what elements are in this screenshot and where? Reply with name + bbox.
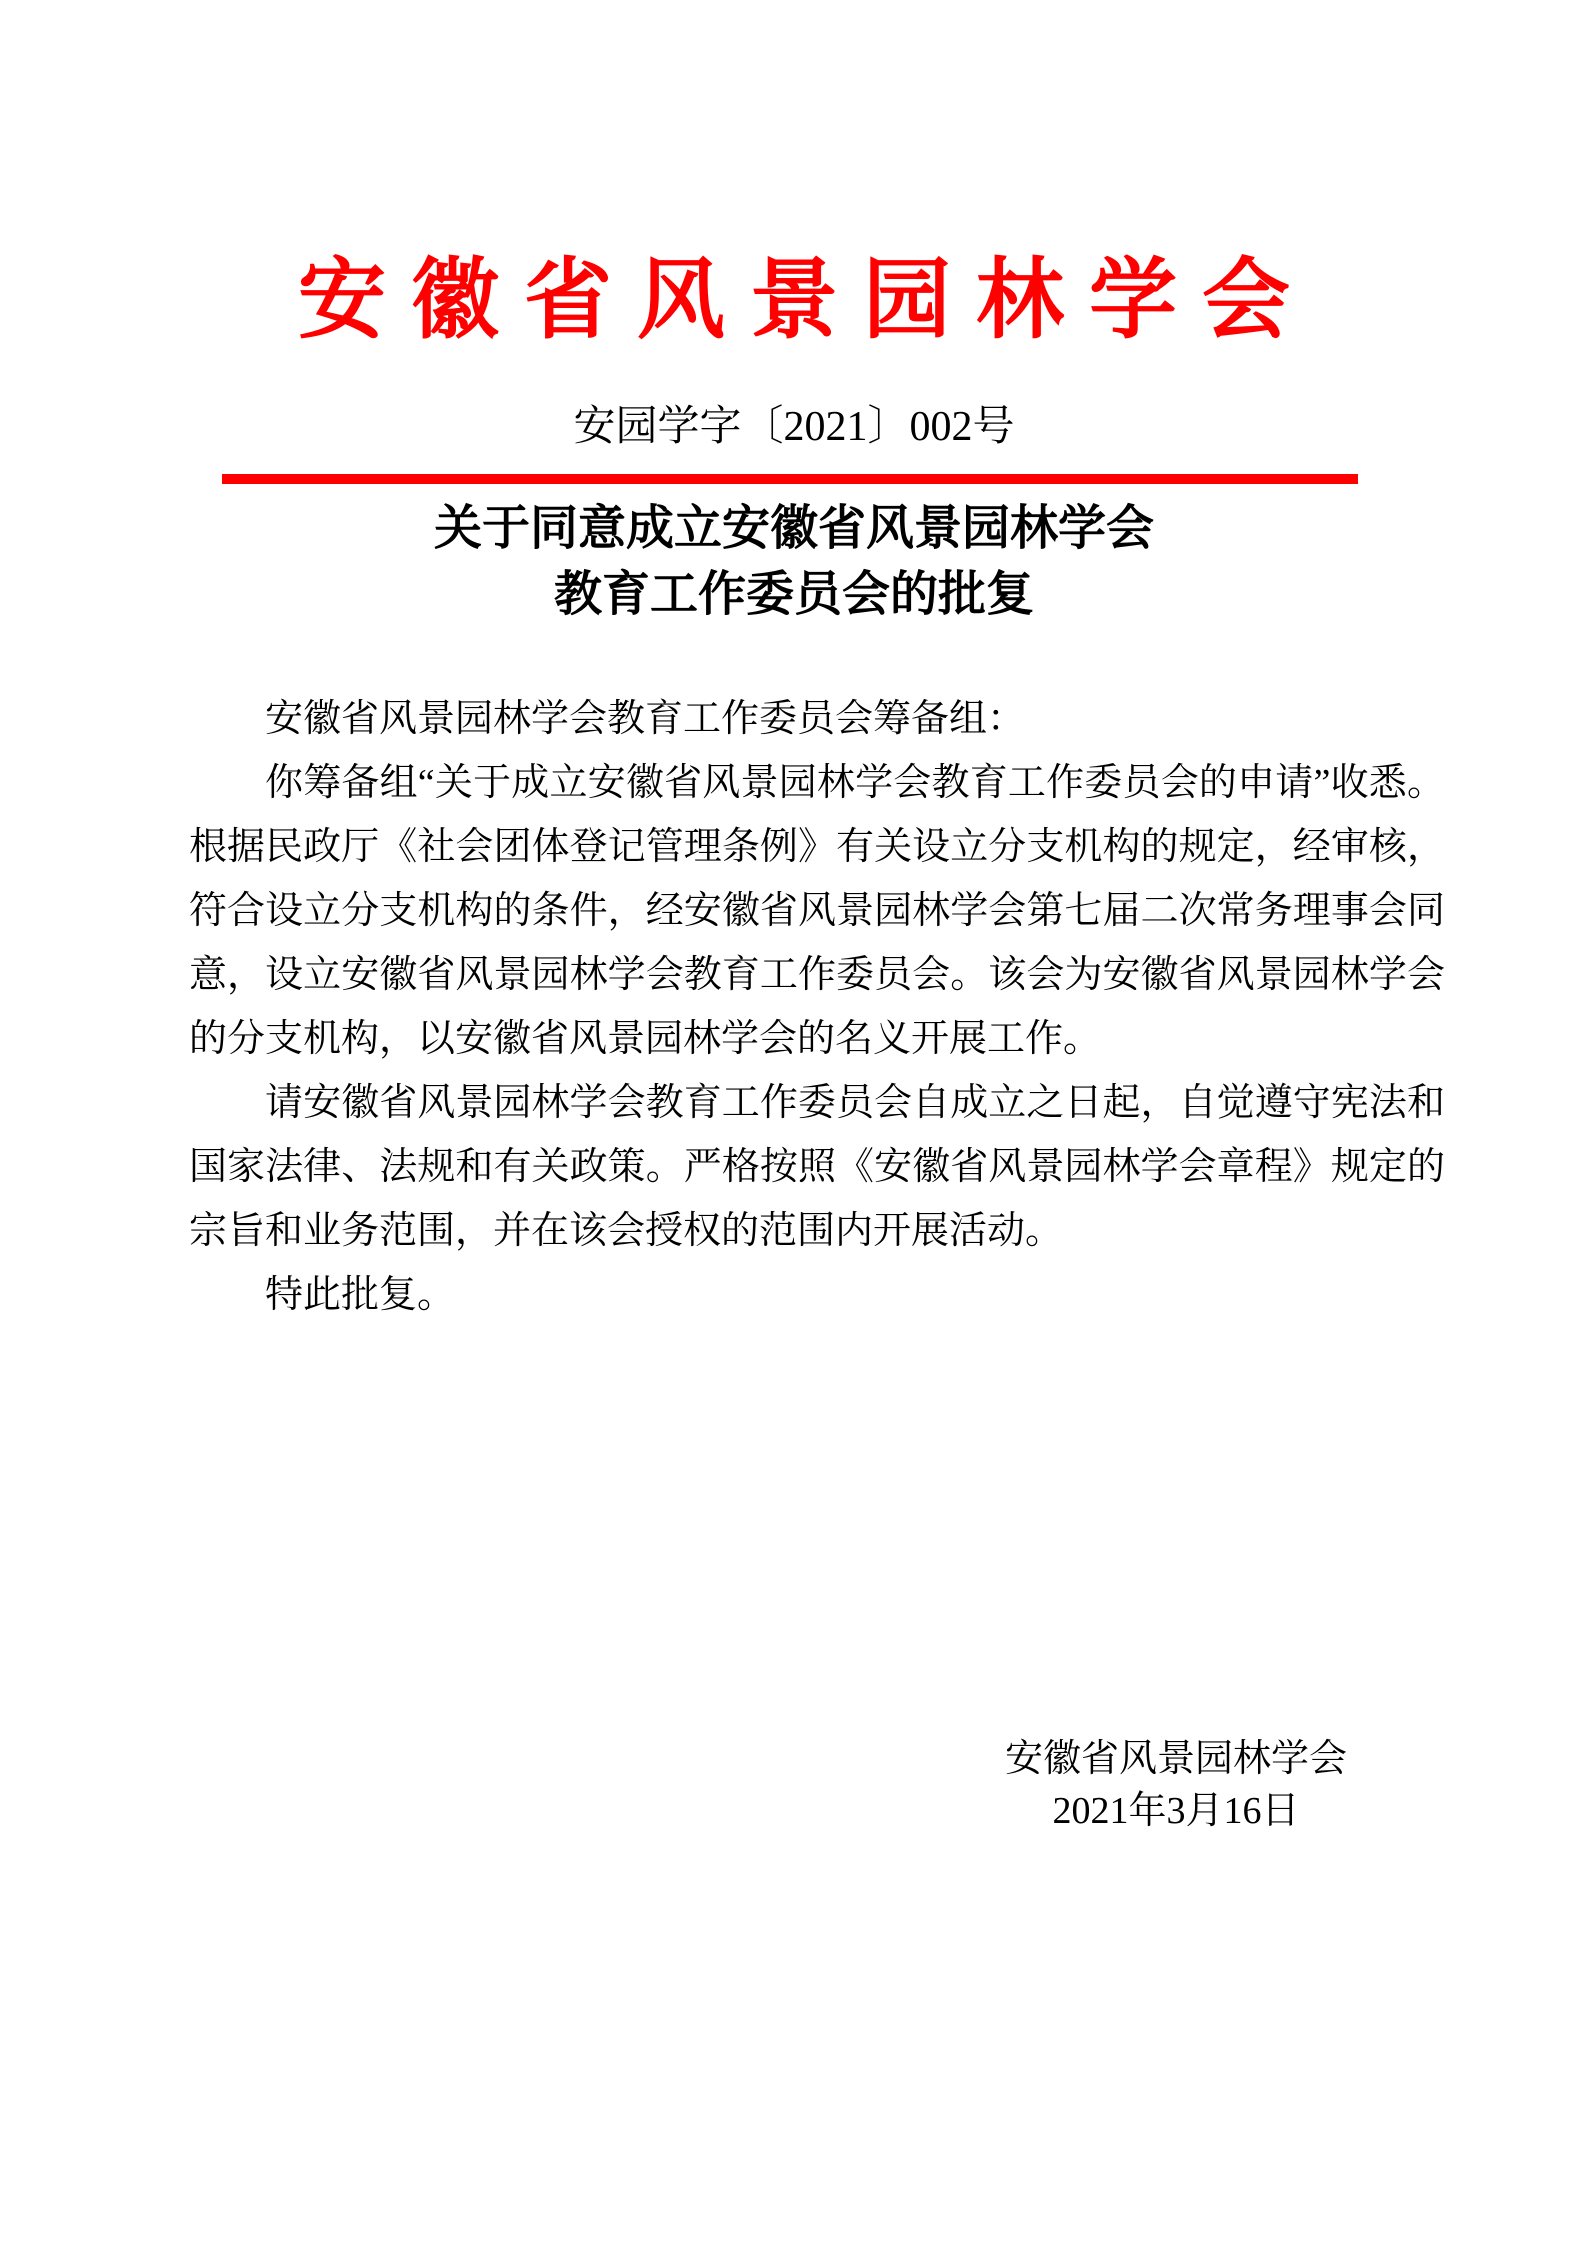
body-paragraph-2: 请安徽省风景园林学会教育工作委员会自成立之日起，自觉遵守宪法和国家法律、法规和有关政策。严格按照《安徽省风景园林学会章程》规定的宗旨和业务范围，并在该会授权的范围内开展活动。 <box>189 1082 1445 1252</box>
body-paragraph-3: 特此批复。 <box>265 1274 456 1316</box>
red-divider-rule <box>222 474 1358 484</box>
doc-reference-number: 安园学字〔2021〕002号 <box>573 404 1015 450</box>
signature-org-name: 安徽省风景园林学会 <box>1004 1738 1347 1780</box>
document-body <box>189 687 1445 1327</box>
signature-date: 2021年3月16日 <box>1052 1790 1300 1832</box>
doc-title-line-2: 教育工作委员会的批复 <box>553 568 1034 621</box>
doc-title <box>0 496 1588 628</box>
body-paragraph-1: 你筹备组“关于成立安徽省风景园林学会教育工作委员会的申请”收悉。根据民政厅《社会团体登记管理条例》有关设立分支机构的规定，经审核，符合设立分支机构的条件，经安徽省风景园林学会第七届二次常务理事会同意，设立安徽省风景园林学会教育工作委员会。该会为安徽省风景园林学会的分支机构，以安徽省风景园林学会的名义开展工作。 <box>189 762 1445 1060</box>
org-masthead-title: 安徽省风景园林学会 <box>297 250 1315 349</box>
signature-block <box>1002 1733 1350 1837</box>
doc-title-line-1: 关于同意成立安徽省风景园林学会 <box>433 502 1154 555</box>
salutation-line: 安徽省风景园林学会教育工作委员会筹备组： <box>265 698 1026 740</box>
